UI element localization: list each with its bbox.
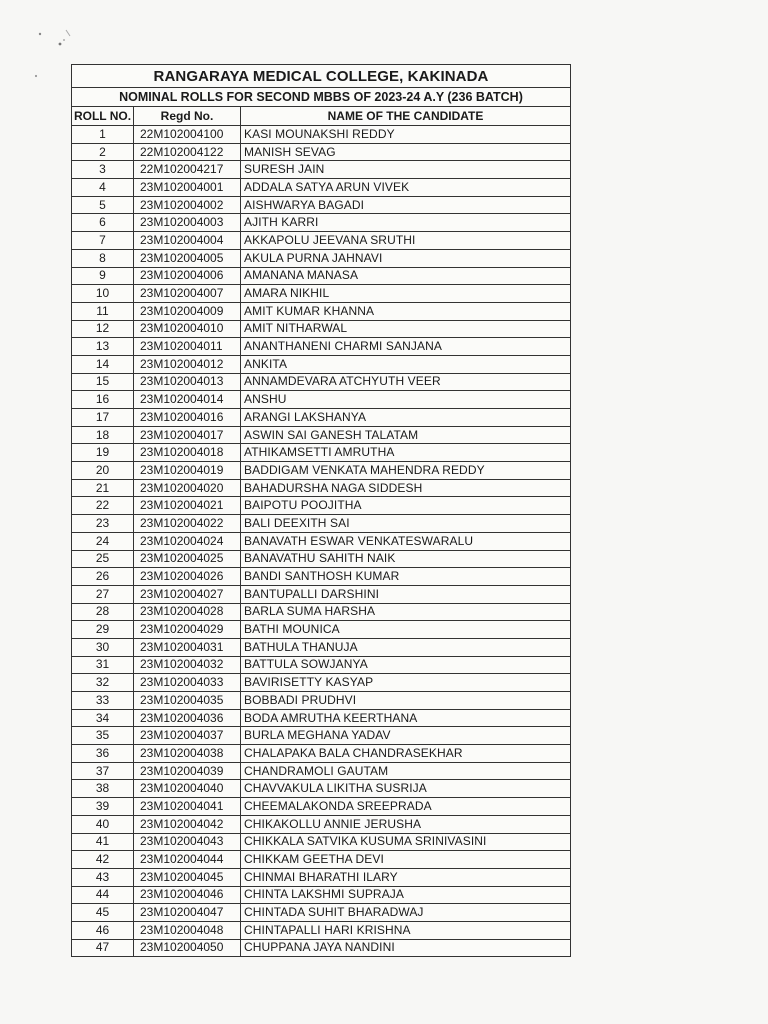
roll-number-cell: 40 bbox=[72, 815, 134, 833]
roll-number-cell: 25 bbox=[72, 550, 134, 568]
roll-number-cell: 45 bbox=[72, 904, 134, 922]
candidate-name-cell: BODA AMRUTHA KEERTHANA bbox=[241, 709, 571, 727]
regd-number-cell: 23M102004007 bbox=[134, 285, 241, 303]
candidate-name-cell: ANSHU bbox=[241, 391, 571, 409]
regd-number-cell: 23M102004001 bbox=[134, 179, 241, 197]
table-row bbox=[72, 143, 571, 161]
college-title: RANGARAYA MEDICAL COLLEGE, KAKINADA bbox=[72, 65, 571, 88]
table-row bbox=[72, 621, 571, 639]
roll-number-cell: 19 bbox=[72, 444, 134, 462]
candidate-name-cell: BURLA MEGHANA YADAV bbox=[241, 727, 571, 745]
candidate-name-cell: CHINTA LAKSHMI SUPRAJA bbox=[241, 886, 571, 904]
regd-number-cell: 22M102004100 bbox=[134, 126, 241, 144]
regd-number-cell: 23M102004010 bbox=[134, 320, 241, 338]
table-row bbox=[72, 550, 571, 568]
table-row bbox=[72, 798, 571, 816]
table-row bbox=[72, 320, 571, 338]
header-regd-no: Regd No. bbox=[134, 107, 241, 126]
candidate-name-cell: ANKITA bbox=[241, 355, 571, 373]
table-row bbox=[72, 214, 571, 232]
table-row bbox=[72, 886, 571, 904]
roll-number-cell: 3 bbox=[72, 161, 134, 179]
candidate-name-cell: CHIKKALA SATVIKA KUSUMA SRINIVASINI bbox=[241, 833, 571, 851]
roll-number-cell: 33 bbox=[72, 692, 134, 710]
roll-number-cell: 14 bbox=[72, 355, 134, 373]
roll-number-cell: 44 bbox=[72, 886, 134, 904]
regd-number-cell: 23M102004041 bbox=[134, 798, 241, 816]
table-row bbox=[72, 851, 571, 869]
roll-number-cell: 20 bbox=[72, 462, 134, 480]
candidate-name-cell: BANAVATH ESWAR VENKATESWARALU bbox=[241, 532, 571, 550]
roll-number-cell: 41 bbox=[72, 833, 134, 851]
candidate-name-cell: CHEEMALAKONDA SREEPRADA bbox=[241, 798, 571, 816]
candidate-name-cell: CHIKAKOLLU ANNIE JERUSHA bbox=[241, 815, 571, 833]
table-row bbox=[72, 780, 571, 798]
regd-number-cell: 23M102004047 bbox=[134, 904, 241, 922]
table-row bbox=[72, 868, 571, 886]
regd-number-cell: 23M102004002 bbox=[134, 196, 241, 214]
table-row bbox=[72, 674, 571, 692]
roll-number-cell: 4 bbox=[72, 179, 134, 197]
table-row bbox=[72, 656, 571, 674]
table-row bbox=[72, 267, 571, 285]
candidate-name-cell: CHALAPAKA BALA CHANDRASEKHAR bbox=[241, 745, 571, 763]
roll-number-cell: 28 bbox=[72, 603, 134, 621]
candidate-name-cell: AMARA NIKHIL bbox=[241, 285, 571, 303]
regd-number-cell: 23M102004048 bbox=[134, 921, 241, 939]
candidate-name-cell: BAHADURSHA NAGA SIDDESH bbox=[241, 479, 571, 497]
regd-number-cell: 23M102004029 bbox=[134, 621, 241, 639]
table-row bbox=[72, 585, 571, 603]
regd-number-cell: 23M102004040 bbox=[134, 780, 241, 798]
candidate-name-cell: ANNAMDEVARA ATCHYUTH VEER bbox=[241, 373, 571, 391]
candidate-name-cell: BALI DEEXITH SAI bbox=[241, 515, 571, 533]
regd-number-cell: 23M102004022 bbox=[134, 515, 241, 533]
table-row bbox=[72, 462, 571, 480]
roll-number-cell: 23 bbox=[72, 515, 134, 533]
table-row bbox=[72, 762, 571, 780]
regd-number-cell: 23M102004028 bbox=[134, 603, 241, 621]
regd-number-cell: 23M102004050 bbox=[134, 939, 241, 957]
table-row bbox=[72, 479, 571, 497]
roll-number-cell: 8 bbox=[72, 249, 134, 267]
candidate-name-cell: BAIPOTU POOJITHA bbox=[241, 497, 571, 515]
regd-number-cell: 23M102004004 bbox=[134, 232, 241, 250]
roll-number-cell: 36 bbox=[72, 745, 134, 763]
roll-number-cell: 35 bbox=[72, 727, 134, 745]
regd-number-cell: 23M102004025 bbox=[134, 550, 241, 568]
table-row bbox=[72, 709, 571, 727]
regd-number-cell: 23M102004017 bbox=[134, 426, 241, 444]
regd-number-cell: 23M102004042 bbox=[134, 815, 241, 833]
roll-number-cell: 26 bbox=[72, 568, 134, 586]
candidate-name-cell: CHAVVAKULA LIKITHA SUSRIJA bbox=[241, 780, 571, 798]
table-row bbox=[72, 338, 571, 356]
regd-number-cell: 23M102004018 bbox=[134, 444, 241, 462]
roll-number-cell: 13 bbox=[72, 338, 134, 356]
table-row bbox=[72, 426, 571, 444]
roll-number-cell: 6 bbox=[72, 214, 134, 232]
regd-number-cell: 23M102004031 bbox=[134, 638, 241, 656]
regd-number-cell: 23M102004043 bbox=[134, 833, 241, 851]
roll-number-cell: 7 bbox=[72, 232, 134, 250]
roll-number-cell: 42 bbox=[72, 851, 134, 869]
regd-number-cell: 23M102004038 bbox=[134, 745, 241, 763]
header-candidate-name: NAME OF THE CANDIDATE bbox=[241, 107, 571, 126]
candidate-name-cell: BANAVATHU SAHITH NAIK bbox=[241, 550, 571, 568]
regd-number-cell: 23M102004003 bbox=[134, 214, 241, 232]
header-roll-no: ROLL NO. bbox=[72, 107, 134, 126]
candidate-name-cell: BATTULA SOWJANYA bbox=[241, 656, 571, 674]
regd-number-cell: 23M102004021 bbox=[134, 497, 241, 515]
roll-number-cell: 5 bbox=[72, 196, 134, 214]
table-row bbox=[72, 939, 571, 957]
regd-number-cell: 23M102004020 bbox=[134, 479, 241, 497]
candidate-name-cell: CHINTADA SUHIT BHARADWAJ bbox=[241, 904, 571, 922]
regd-number-cell: 23M102004012 bbox=[134, 355, 241, 373]
candidate-name-cell: BAVIRISETTY KASYAP bbox=[241, 674, 571, 692]
regd-number-cell: 23M102004006 bbox=[134, 267, 241, 285]
regd-number-cell: 23M102004033 bbox=[134, 674, 241, 692]
table-row bbox=[72, 232, 571, 250]
candidate-name-cell: BARLA SUMA HARSHA bbox=[241, 603, 571, 621]
table-row bbox=[72, 409, 571, 427]
candidate-name-cell: KASI MOUNAKSHI REDDY bbox=[241, 126, 571, 144]
candidate-name-cell: CHIKKAM GEETHA DEVI bbox=[241, 851, 571, 869]
table-row bbox=[72, 179, 571, 197]
candidate-name-cell: ANANTHANENI CHARMI SANJANA bbox=[241, 338, 571, 356]
table-row bbox=[72, 302, 571, 320]
table-row bbox=[72, 126, 571, 144]
regd-number-cell: 23M102004046 bbox=[134, 886, 241, 904]
regd-number-cell: 23M102004026 bbox=[134, 568, 241, 586]
candidate-name-cell: AMIT KUMAR KHANNA bbox=[241, 302, 571, 320]
table-row bbox=[72, 815, 571, 833]
roll-number-cell: 24 bbox=[72, 532, 134, 550]
roll-number-cell: 18 bbox=[72, 426, 134, 444]
candidate-name-cell: BOBBADI PRUDHVI bbox=[241, 692, 571, 710]
table-row bbox=[72, 497, 571, 515]
candidate-name-cell: AMIT NITHARWAL bbox=[241, 320, 571, 338]
roll-number-cell: 16 bbox=[72, 391, 134, 409]
roll-number-cell: 10 bbox=[72, 285, 134, 303]
candidate-name-cell: CHINMAI BHARATHI ILARY bbox=[241, 868, 571, 886]
regd-number-cell: 23M102004039 bbox=[134, 762, 241, 780]
roll-number-cell: 32 bbox=[72, 674, 134, 692]
regd-number-cell: 23M102004011 bbox=[134, 338, 241, 356]
roll-number-cell: 17 bbox=[72, 409, 134, 427]
roll-number-cell: 31 bbox=[72, 656, 134, 674]
roll-number-cell: 9 bbox=[72, 267, 134, 285]
candidate-name-cell: ASWIN SAI GANESH TALATAM bbox=[241, 426, 571, 444]
regd-number-cell: 23M102004014 bbox=[134, 391, 241, 409]
roll-subtitle: NOMINAL ROLLS FOR SECOND MBBS OF 2023-24 A.Y (236 BATCH) bbox=[72, 88, 571, 107]
roll-number-cell: 1 bbox=[72, 126, 134, 144]
candidate-name-cell: AJITH KARRI bbox=[241, 214, 571, 232]
roll-number-cell: 2 bbox=[72, 143, 134, 161]
regd-number-cell: 23M102004027 bbox=[134, 585, 241, 603]
roll-number-cell: 27 bbox=[72, 585, 134, 603]
candidate-name-cell: ATHIKAMSETTI AMRUTHA bbox=[241, 444, 571, 462]
candidate-name-cell: BATHULA THANUJA bbox=[241, 638, 571, 656]
candidate-name-cell: MANISH SEVAG bbox=[241, 143, 571, 161]
table-row bbox=[72, 921, 571, 939]
table-row bbox=[72, 638, 571, 656]
roll-number-cell: 46 bbox=[72, 921, 134, 939]
roll-number-cell: 29 bbox=[72, 621, 134, 639]
roll-number-cell: 38 bbox=[72, 780, 134, 798]
roll-table-body bbox=[72, 126, 571, 957]
table-row bbox=[72, 603, 571, 621]
regd-number-cell: 23M102004037 bbox=[134, 727, 241, 745]
candidate-name-cell: CHANDRAMOLI GAUTAM bbox=[241, 762, 571, 780]
candidate-name-cell: CHUPPANA JAYA NANDINI bbox=[241, 939, 571, 957]
roll-number-cell: 15 bbox=[72, 373, 134, 391]
regd-number-cell: 23M102004016 bbox=[134, 409, 241, 427]
table-row bbox=[72, 532, 571, 550]
table-row bbox=[72, 568, 571, 586]
nominal-roll-table bbox=[71, 64, 571, 957]
candidate-name-cell: AKKAPOLU JEEVANA SRUTHI bbox=[241, 232, 571, 250]
roll-number-cell: 30 bbox=[72, 638, 134, 656]
regd-number-cell: 23M102004024 bbox=[134, 532, 241, 550]
candidate-name-cell: BANDI SANTHOSH KUMAR bbox=[241, 568, 571, 586]
candidate-name-cell: AKULA PURNA JAHNAVI bbox=[241, 249, 571, 267]
roll-number-cell: 37 bbox=[72, 762, 134, 780]
table-row bbox=[72, 196, 571, 214]
candidate-name-cell: ARANGI LAKSHANYA bbox=[241, 409, 571, 427]
roll-number-cell: 12 bbox=[72, 320, 134, 338]
table-row bbox=[72, 727, 571, 745]
table-row bbox=[72, 391, 571, 409]
candidate-name-cell: CHINTAPALLI HARI KRISHNA bbox=[241, 921, 571, 939]
roll-number-cell: 21 bbox=[72, 479, 134, 497]
candidate-name-cell: SURESH JAIN bbox=[241, 161, 571, 179]
table-row bbox=[72, 161, 571, 179]
roll-number-cell: 39 bbox=[72, 798, 134, 816]
table-row bbox=[72, 355, 571, 373]
table-row bbox=[72, 904, 571, 922]
roll-number-cell: 22 bbox=[72, 497, 134, 515]
table-row bbox=[72, 285, 571, 303]
table-row bbox=[72, 745, 571, 763]
regd-number-cell: 23M102004032 bbox=[134, 656, 241, 674]
candidate-name-cell: BADDIGAM VENKATA MAHENDRA REDDY bbox=[241, 462, 571, 480]
roll-number-cell: 47 bbox=[72, 939, 134, 957]
roll-number-cell: 43 bbox=[72, 868, 134, 886]
roll-number-cell: 11 bbox=[72, 302, 134, 320]
table-row bbox=[72, 515, 571, 533]
regd-number-cell: 22M102004122 bbox=[134, 143, 241, 161]
table-row bbox=[72, 692, 571, 710]
regd-number-cell: 22M102004217 bbox=[134, 161, 241, 179]
regd-number-cell: 23M102004036 bbox=[134, 709, 241, 727]
regd-number-cell: 23M102004009 bbox=[134, 302, 241, 320]
candidate-name-cell: AISHWARYA BAGADI bbox=[241, 196, 571, 214]
regd-number-cell: 23M102004005 bbox=[134, 249, 241, 267]
table-row bbox=[72, 444, 571, 462]
regd-number-cell: 23M102004045 bbox=[134, 868, 241, 886]
regd-number-cell: 23M102004035 bbox=[134, 692, 241, 710]
candidate-name-cell: ADDALA SATYA ARUN VIVEK bbox=[241, 179, 571, 197]
table-row bbox=[72, 373, 571, 391]
regd-number-cell: 23M102004019 bbox=[134, 462, 241, 480]
candidate-name-cell: AMANANA MANASA bbox=[241, 267, 571, 285]
candidate-name-cell: BANTUPALLI DARSHINI bbox=[241, 585, 571, 603]
table-row bbox=[72, 833, 571, 851]
regd-number-cell: 23M102004044 bbox=[134, 851, 241, 869]
candidate-name-cell: BATHI MOUNICA bbox=[241, 621, 571, 639]
table-row bbox=[72, 249, 571, 267]
roll-number-cell: 34 bbox=[72, 709, 134, 727]
regd-number-cell: 23M102004013 bbox=[134, 373, 241, 391]
